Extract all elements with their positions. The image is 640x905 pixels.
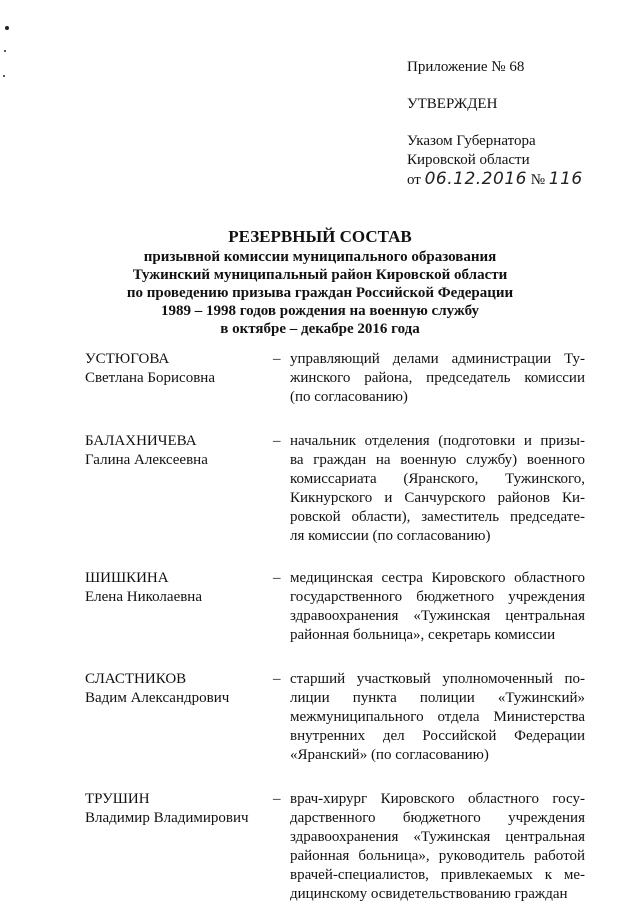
dash-separator: – bbox=[273, 351, 281, 367]
title-line: в октябре – декабре 2016 года bbox=[220, 321, 420, 337]
title-main: РЕЗЕРВНЫЙ СОСТАВ bbox=[228, 227, 412, 246]
scan-speck bbox=[4, 50, 6, 52]
member-surname: ШИШКИНА bbox=[85, 570, 169, 586]
approval-block bbox=[407, 58, 583, 190]
members-list bbox=[85, 350, 585, 904]
title-line: 1989 – 1998 годов рождения на военную службу bbox=[160, 303, 480, 319]
member-given-names: Светлана Борисовна bbox=[85, 370, 215, 386]
member-given-names: Галина Алексеевна bbox=[85, 452, 208, 468]
title-line: по проведению призыва граждан Российской Федерации bbox=[126, 285, 514, 301]
member-entry bbox=[85, 790, 585, 904]
member-given-names: Елена Николаевна bbox=[85, 589, 202, 605]
appendix-number: Приложение № 68 bbox=[407, 59, 525, 75]
dash-separator: – bbox=[273, 570, 281, 586]
member-entry bbox=[85, 670, 585, 765]
decree-date-row bbox=[407, 170, 583, 190]
date-prefix: от bbox=[407, 172, 421, 188]
member-role: начальник отделения (подготовки и призы- ва граждан на военную службу) военного комиссариата (Яранского, Тужинского, Кикнурского и Санчурского районов Ки- ровской области), заместитель председате- ля комиссии (по согласованию) bbox=[290, 433, 585, 544]
dash-separator: – bbox=[273, 791, 281, 807]
member-surname: СЛАСТНИКОВ bbox=[85, 671, 187, 687]
handwritten-number: 116 bbox=[548, 169, 583, 189]
scan-speck bbox=[3, 75, 5, 77]
member-given-names: Владимир Владимирович bbox=[85, 810, 249, 826]
handwritten-date: 06.12.2016 bbox=[424, 169, 527, 189]
member-entry bbox=[85, 569, 585, 645]
scan-speck bbox=[5, 26, 9, 30]
member-entry bbox=[85, 350, 585, 407]
approved-stamp: УТВЕРЖДЕН bbox=[407, 96, 498, 112]
title-line: призывной комиссии муниципального образования bbox=[143, 249, 497, 265]
member-surname: ТРУШИН bbox=[85, 791, 150, 807]
document-title bbox=[0, 226, 640, 338]
member-role: медицинская сестра Кировского областного государственного бюджетного учреждения здравоохранения «Тужинская центральная районная больница», секретарь комиссии bbox=[290, 570, 585, 643]
dash-separator: – bbox=[273, 433, 281, 449]
member-role: врач-хирург Кировского областного госу- дарственного бюджетного учреждения здравоохранения «Тужинская центральная районная больница», руководитель работой врачей-специалистов, привлекаемых к ме- дицинскому освидетельствованию граждан bbox=[290, 791, 585, 902]
member-surname: УСТЮГОВА bbox=[85, 351, 170, 367]
member-role: старший участковый уполномоченный по- лиции пункта полиции «Тужинский» межмуниципального отдела Министерства внутренних дел Российской Федерации «Яранский» (по согласованию) bbox=[290, 671, 585, 763]
decree-region: Кировской области bbox=[407, 152, 530, 168]
dash-separator: – bbox=[273, 671, 281, 687]
member-surname: БАЛАХНИЧЕВА bbox=[85, 433, 197, 449]
member-role: управляющий делами администрации Ту- жинского района, председатель комиссии (по согласованию) bbox=[290, 351, 585, 405]
member-given-names: Вадим Александрович bbox=[85, 690, 230, 706]
decree-line: Указом Губернатора bbox=[407, 133, 536, 149]
number-prefix: № bbox=[530, 172, 546, 188]
member-entry bbox=[85, 432, 585, 546]
title-line: Тужинский муниципальный район Кировской области bbox=[132, 267, 508, 283]
